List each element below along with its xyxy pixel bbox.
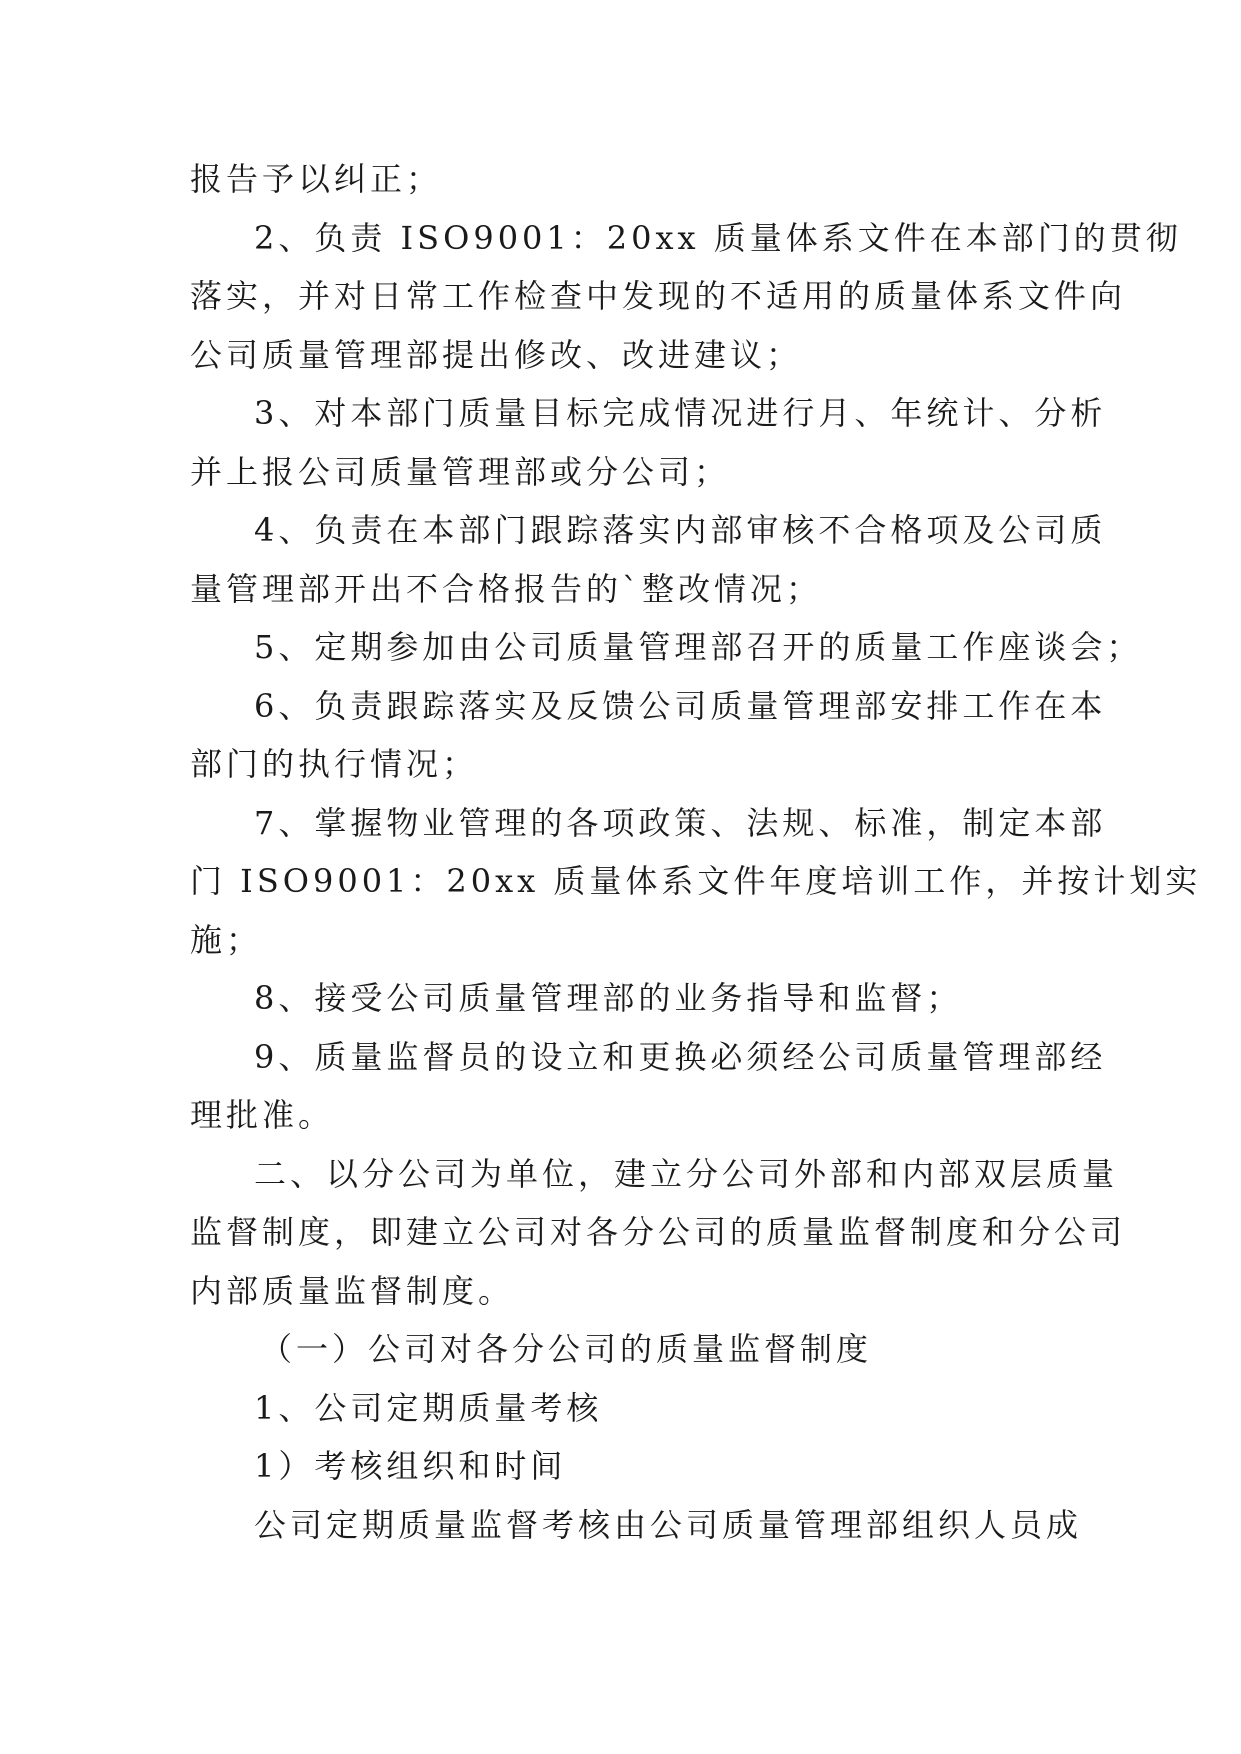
text-line: 监督制度，即建立公司对各分公司的质量监督制度和分公司 (190, 1213, 1127, 1251)
text-line: 8、接受公司质量管理部的业务指导和监督； (254, 979, 963, 1017)
text-line: 5、定期参加由公司质量管理部召开的质量工作座谈会； (254, 628, 1143, 666)
text-line: 内部质量监督制度。 (190, 1271, 515, 1310)
text-line: 公司定期质量监督考核由公司质量管理部组织人员成 (254, 1505, 1083, 1544)
text-line: 落实，并对日常工作检查中发现的不适用的质量体系文件向 (190, 277, 1127, 315)
text-line: 公司质量管理部提出修改、改进建议； (190, 335, 803, 374)
text-line: 2、负责 ISO9001：20xx 质量体系文件在本部门的贯彻 (254, 218, 1182, 257)
text-line: 二、以分公司为单位，建立分公司外部和内部双层质量 (254, 1154, 1119, 1193)
text-line: 1）考核组织和时间 (254, 1447, 567, 1485)
text-line: （一）公司对各分公司的质量监督制度 (260, 1330, 873, 1368)
text-line: 量管理部开出不合格报告的`整改情况； (190, 569, 823, 608)
text-line: 并上报公司质量管理部或分公司； (190, 452, 731, 491)
text-line: 部门的执行情况； (190, 745, 479, 783)
document-body (190, 150, 1202, 1554)
text-line: 7、掌握物业管理的各项政策、法规、标准，制定本部 (254, 803, 1107, 842)
text-line: 理批准。 (190, 1096, 335, 1134)
text-line: 9、质量监督员的设立和更换必须经公司质量管理部经 (254, 1037, 1107, 1076)
text-line: 6、负责跟踪落实及反馈公司质量管理部安排工作在本 (254, 686, 1107, 725)
text-line: 3、对本部门质量目标完成情况进行月、年统计、分析 (254, 394, 1107, 432)
text-line: 门 ISO9001：20xx 质量体系文件年度培训工作，并按计划实 (190, 862, 1202, 900)
text-line: 报告予以纠正； (190, 160, 443, 198)
text-line: 4、负责在本部门跟踪落实内部审核不合格项及公司质 (254, 511, 1107, 549)
text-line: 施； (190, 920, 263, 959)
text-line: 1、公司定期质量考核 (254, 1388, 603, 1427)
